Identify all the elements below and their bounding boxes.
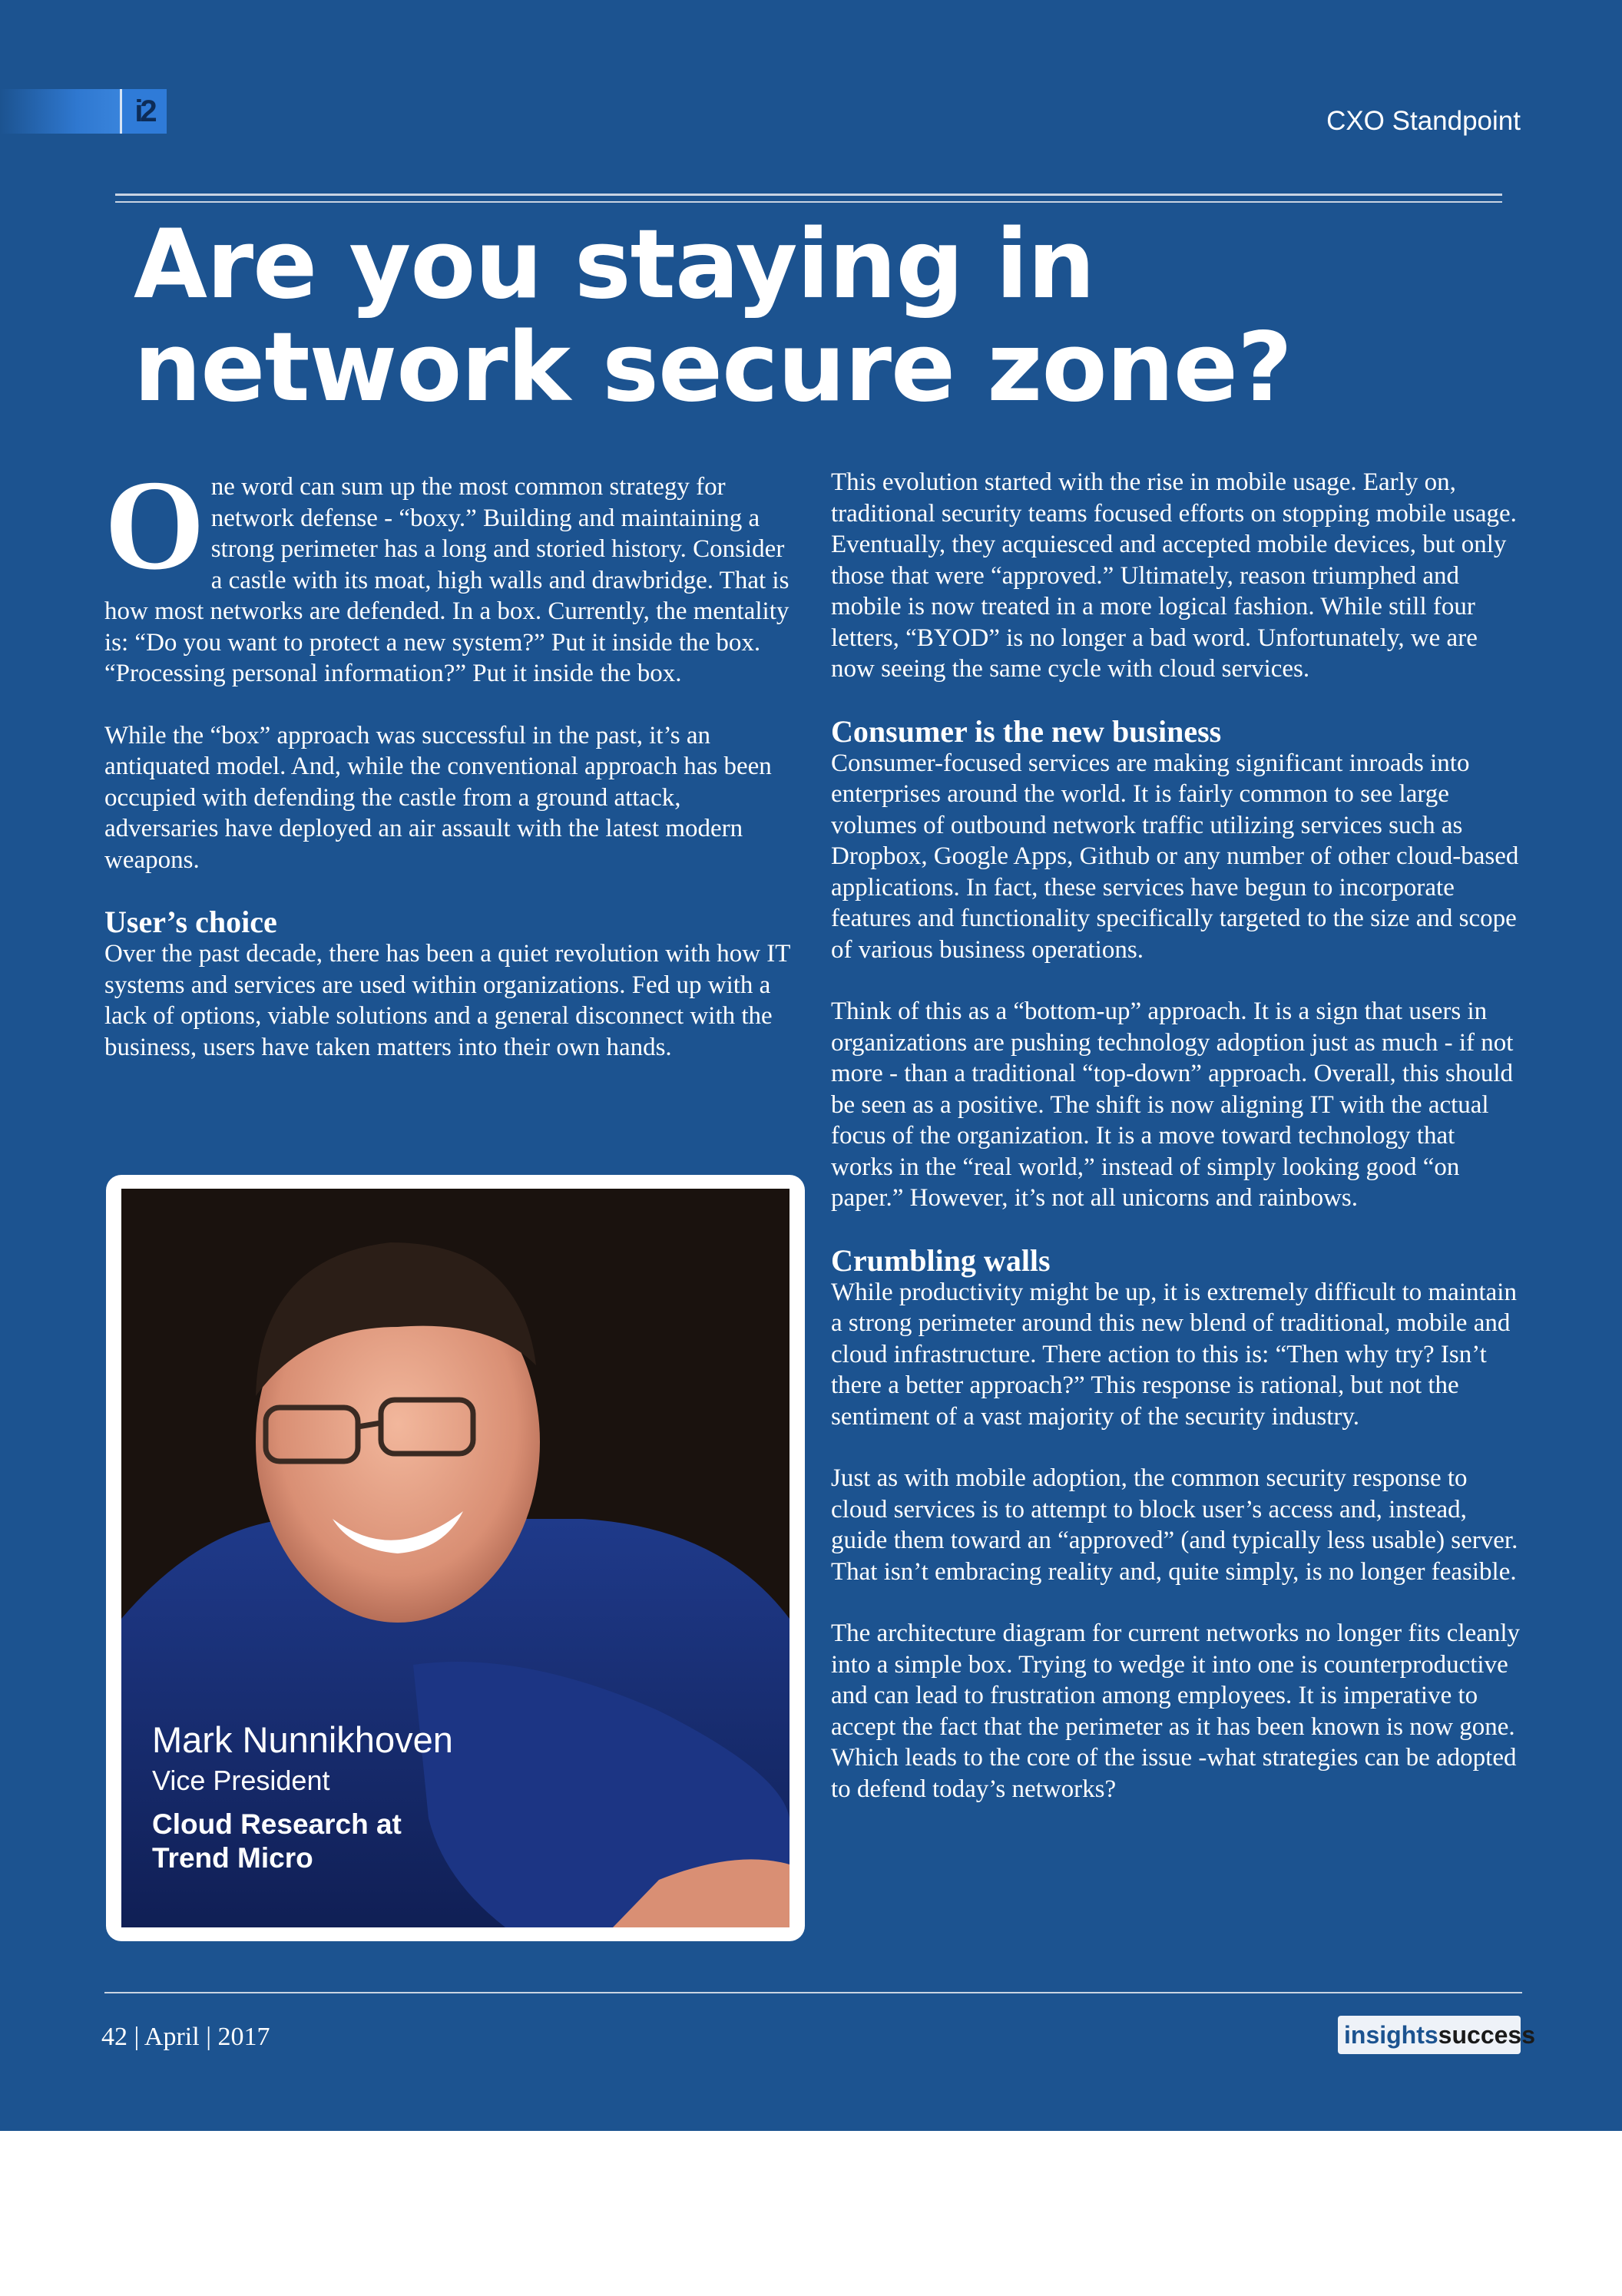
magazine-logo: [120, 89, 167, 134]
author-role: Vice President: [152, 1765, 330, 1796]
paragraph: While productivity might be up, it is extremely difficult to maintain a strong perimeter around this new blend of traditional, mobile and cloud infrastructure. There action to this is: “Then why try? Isn’t there a better approach?” This response is rational, but not the sentiment of a vast majority of the security industry.: [831, 1278, 1517, 1431]
paragraph: Think of this as a “bottom-up” approach. It is a sign that users in organizations are pushing technology adoption just as much - if not more - than a traditional “top-down” approach. Overall, this should be seen as a positive. The shift is now aligning IT with the actual focus of the organization. It is a move toward technology that works in the “real world,” instead of simply looking good “on paper.” However, it’s not all unicorns and rainbows.: [831, 997, 1514, 1212]
publisher-logo-part2: success: [1438, 2020, 1535, 2049]
dropcap: O: [104, 454, 205, 597]
subheading: User’s choice: [104, 905, 277, 939]
subheading: Crumbling walls: [831, 1242, 1051, 1278]
subheading: Consumer is the new business: [831, 713, 1222, 749]
publisher-logo-part1: insights: [1344, 2020, 1438, 2049]
publisher-logo: [1338, 2016, 1535, 2054]
right-column: [831, 467, 1522, 1835]
paragraph: The architecture diagram for current networks no longer fits cleanly into a simple box. Trying to wedge it into one is counterproductive and can lead to frustration among employees. It is imperative to accept the fact that the perimeter as it has been known is now gone. Which leads to the core of the issue -what strategies can be adopted to defend today’s networks?: [831, 1619, 1521, 1803]
magazine-logo-text: i2: [134, 94, 154, 128]
intro-text: ne word can sum up the most common strategy for network defense - “boxy.” Building and maintaining a strong perimeter has a long and storied history. Consider a castle with its moat, high walls and drawbridge. That is how most networks are defended. In a box. Currently, the mentality is: “Do you want to protect a new system?” Put it inside the box. “Processing personal information?” Put it inside the box.: [104, 473, 789, 687]
author-photo: [121, 1189, 789, 1927]
section-title: CXO Standpoint: [1326, 106, 1521, 136]
article-headline: Are you staying in network secure zone?: [134, 210, 1292, 423]
paragraph: This evolution started with the rise in mobile usage. Early on, traditional security teams focused efforts on stopping mobile usage. Eventually, they acquiesced and accepted mobile devices, but only those that were “approved.” Ultimately, reason triumphed and mobile is now treated in a more logical fashion. While still four letters, “BYOD” is no longer a bad word. Unfortunately, we are now seeing the same cycle with cloud services.: [831, 468, 1517, 683]
header-accent-strip: [0, 89, 129, 134]
footer-divider: [104, 1992, 1522, 1993]
paragraph: Consumer-focused services are making significant inroads into enterprises around the world. It is fairly common to see large volumes of outbound network traffic utilizing services such as Dropbox, Google Apps, Github or any number of other cloud-based applications. In fact, these services have begun to incorporate features and functionality specifically targeted to the size and scope of various business operations.: [831, 749, 1519, 964]
left-column: [104, 454, 792, 1093]
author-name: Mark Nunnikhoven: [152, 1719, 453, 1760]
page-number-date: 42 | April | 2017: [101, 2023, 270, 2051]
paragraph: Just as with mobile adoption, the common security response to cloud services is to attempt to block user’s access and, instead, guide them toward an “approved” (and typically less usable) server. That isn’t embracing reality and, quite simply, is no longer feasible.: [831, 1464, 1518, 1586]
intro-paragraph: [104, 454, 792, 690]
paragraph: Over the past decade, there has been a quiet revolution with how IT systems and services are used within organizations. Fed up with a lack of options, viable solutions and a general disconnect with the business, users have taken matters into their own hands.: [104, 940, 790, 1061]
divider: [115, 201, 1502, 203]
paragraph: While the “box” approach was successful in the past, it’s an antiquated model. And, while the conventional approach has been occupied with defending the castle from a ground attack, adversaries have deployed an air assault with the latest modern weapons.: [104, 721, 772, 874]
author-organization: Cloud Research at Trend Micro: [152, 1808, 402, 1874]
author-photo-frame: [106, 1175, 805, 1941]
divider: [115, 194, 1502, 196]
